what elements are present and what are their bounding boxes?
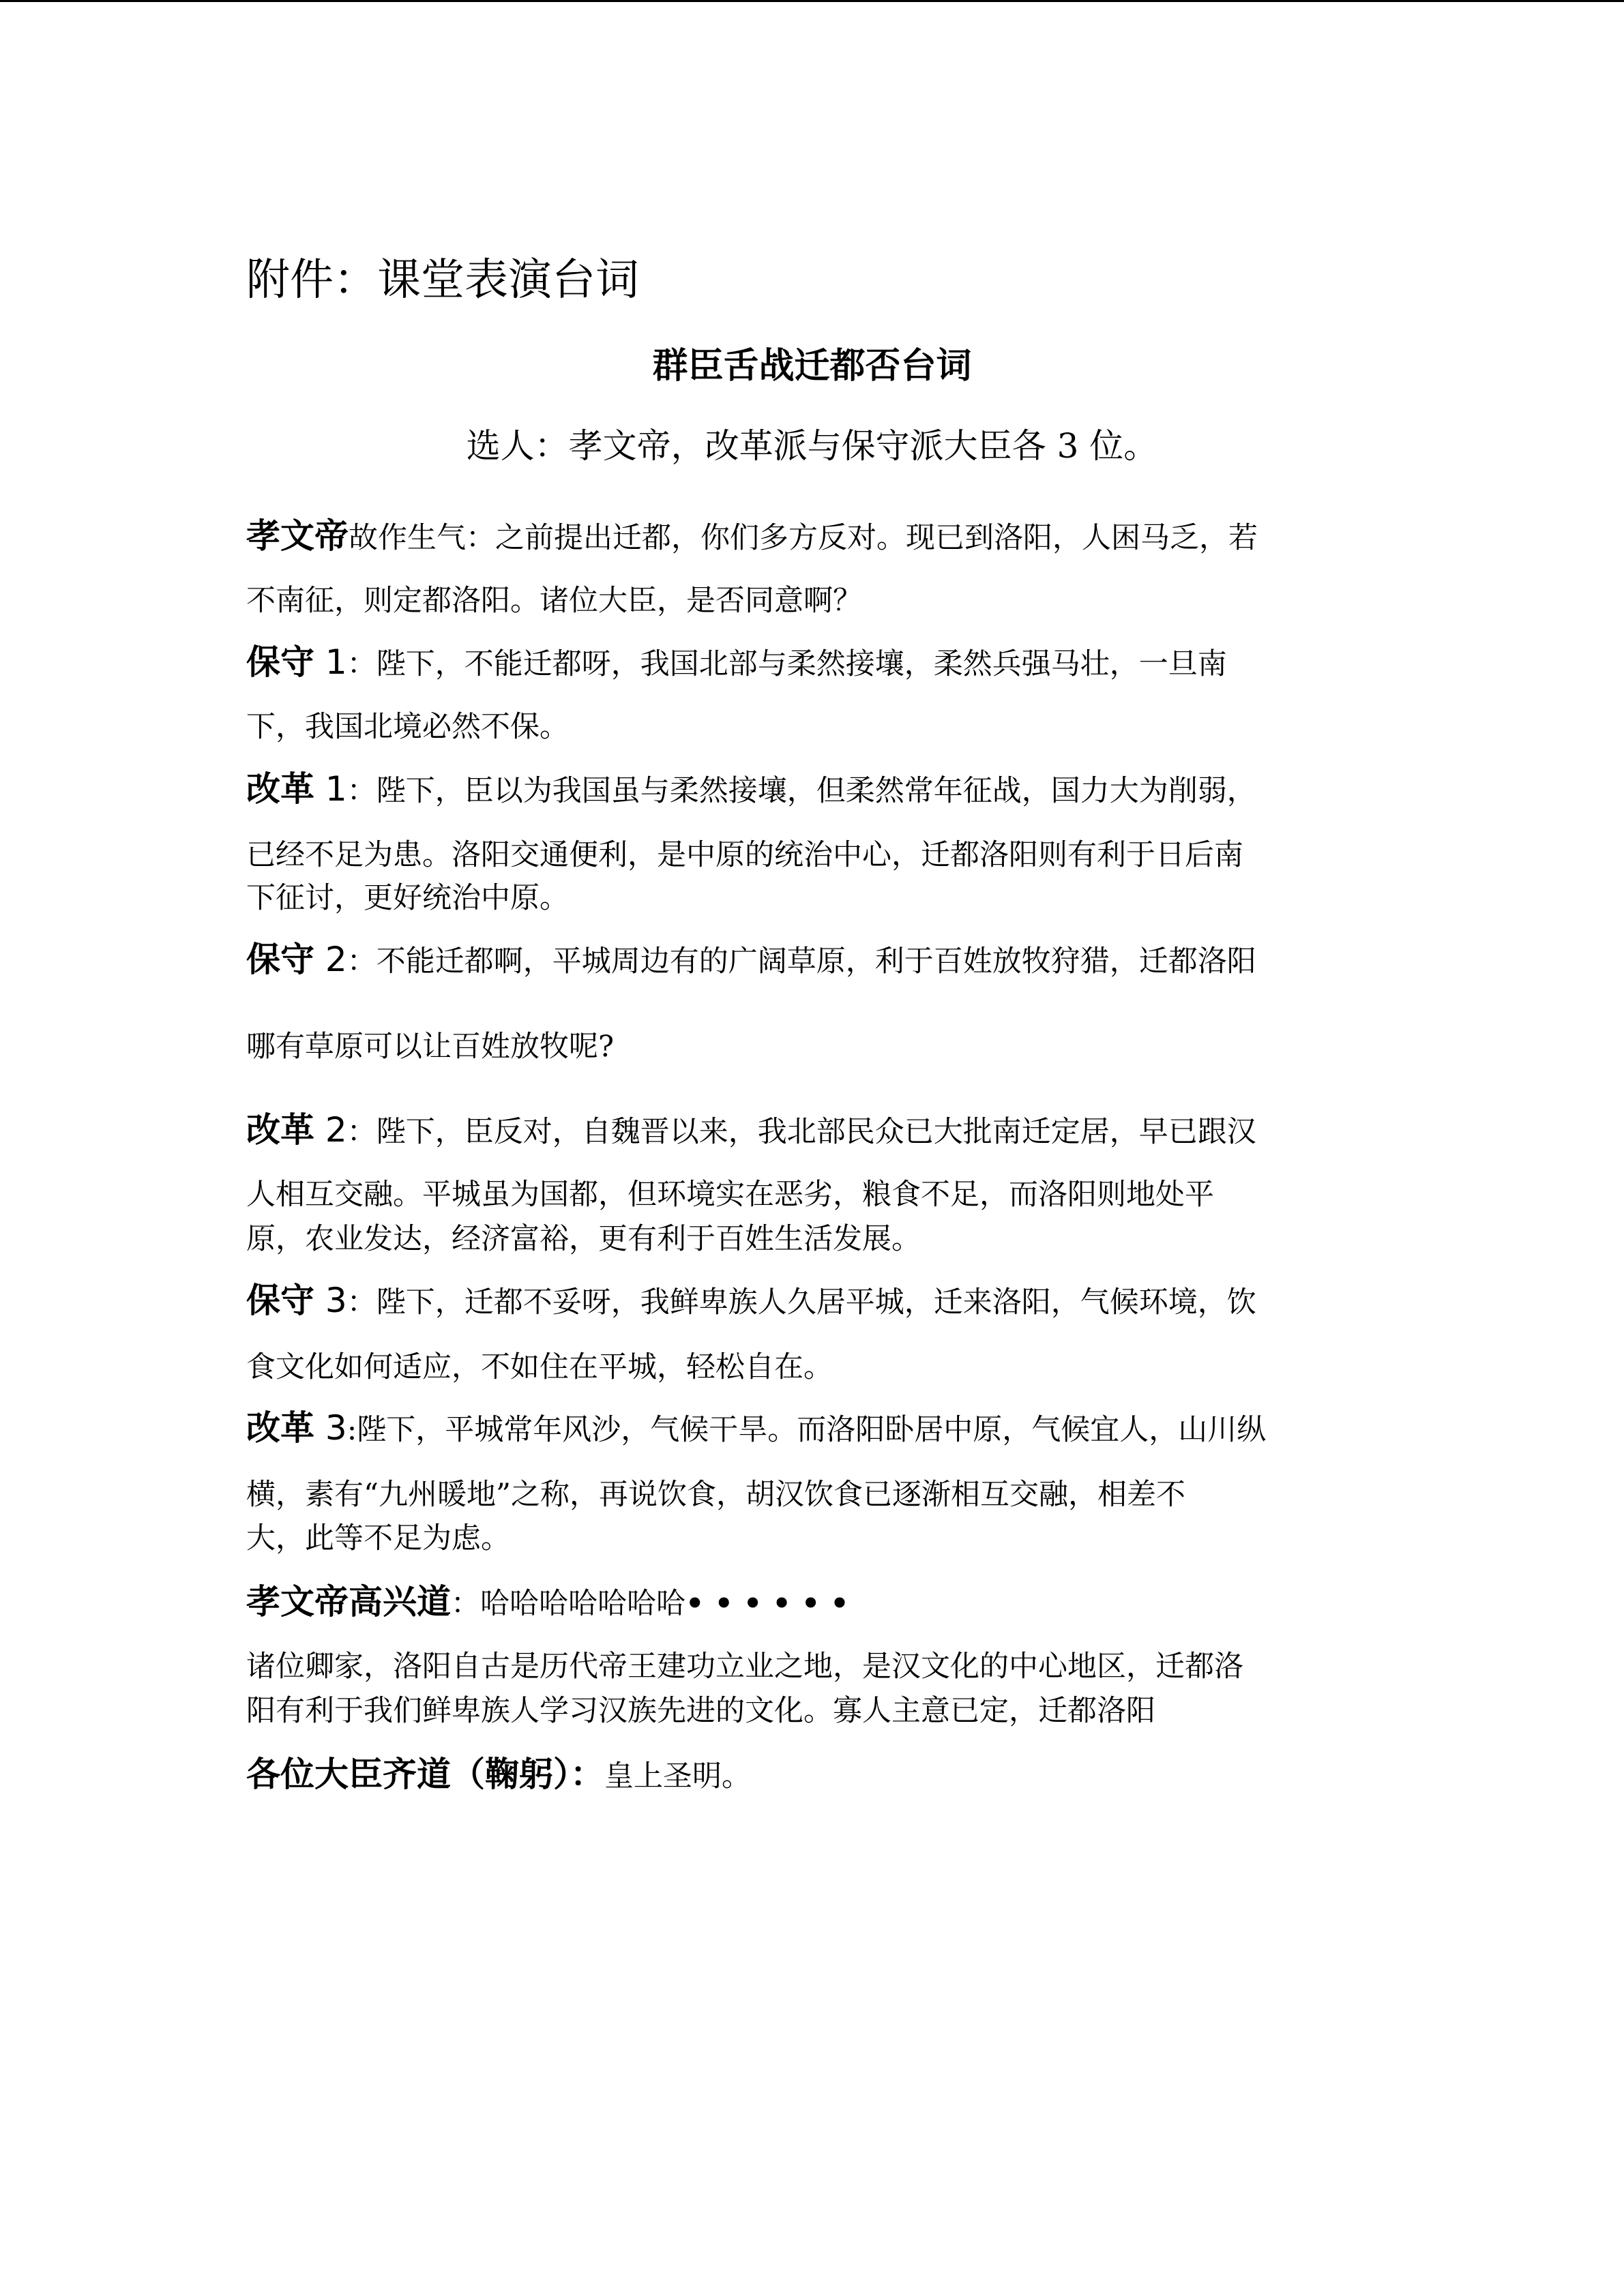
dialogue-text: ：陛下，不能迁都呀，我国北部与柔然接壤，柔然兵强马壮，一旦南	[346, 647, 1227, 681]
dialogue-text: 皇上圣明。	[604, 1759, 751, 1793]
speaker-label: 改革	[246, 1408, 314, 1448]
dialogue-line	[246, 1023, 1378, 1071]
speaker-number: 1	[314, 769, 347, 809]
dialogue-line	[246, 1471, 1378, 1519]
speaker-label: 改革	[246, 769, 314, 809]
speaker-label: 保守	[246, 642, 314, 682]
dialogue-line	[246, 1643, 1378, 1690]
attachment-heading: 附件：课堂表演台词	[246, 255, 639, 305]
dialogue-line	[246, 1277, 1378, 1326]
dialogue-text: :陛下，平城常年风沙，气候干旱。而洛阳卧居中原，气候宜人，山川纵	[346, 1413, 1267, 1447]
dialogue-text: ：陛下，臣反对，自魏晋以来，我北部民众已大批南迁定居，早已跟汉	[346, 1115, 1256, 1149]
dialogue-line	[246, 577, 1378, 625]
dialogue-text: 哪有草原可以让百姓放牧呢?	[246, 1030, 615, 1064]
dialogue-line	[246, 831, 1378, 879]
dialogue-line	[246, 512, 1378, 562]
dialogue-text: 阳有利于我们鲜卑族人学习汉族先进的文化。寡人主意已定，迁都洛阳	[246, 1694, 1155, 1728]
script-title: 群臣舌战迁都否台词	[652, 346, 972, 387]
dialogue-line	[246, 765, 1378, 815]
dialogue-line	[246, 1343, 1378, 1391]
speaker-label: 孝文帝高兴道	[246, 1582, 451, 1622]
dialogue-text: 下征讨，更好统治中原。	[246, 881, 569, 915]
dialogue-text: ：陛下，迁都不妥呀，我鲜卑族人久居平城，迁来洛阳，气候环境，饮	[346, 1285, 1256, 1320]
speaker-label: 孝文帝	[246, 516, 349, 556]
dialogue-line	[246, 936, 1378, 985]
speaker-label: 各位大臣齐道（鞠躬）：	[246, 1755, 604, 1794]
dialogue-line	[246, 1578, 1378, 1628]
dialogue-text: 已经不足为患。洛阳交通便利，是中原的统治中心，迁都洛阳则有利于日后南	[246, 838, 1243, 872]
dialogue-text: 不南征，则定都洛阳。诸位大臣，是否同意啊？	[246, 584, 862, 618]
dialogue-text: 诸位卿家，洛阳自古是历代帝王建功立业之地，是汉文化的中心地区，迁都洛	[246, 1650, 1243, 1684]
dialogue-line	[246, 1687, 1378, 1735]
dialogue-text: 横，素有“九州暖地”之称，再说饮食，胡汉饮食已逐渐相互交融，相差不	[246, 1478, 1185, 1512]
dialogue-line	[246, 874, 1378, 922]
dialogue-line	[246, 1106, 1378, 1156]
speaker-label: 保守	[246, 940, 314, 979]
dialogue-text: 食文化如何适应，不如住在平城，轻松自在。	[246, 1350, 833, 1384]
laugh-dots: • • • • • •	[685, 1587, 849, 1621]
cast-list: 选人：孝文帝，改革派与保守派大臣各 3 位。	[466, 426, 1158, 466]
speaker-number: 3	[314, 1408, 347, 1448]
dialogue-text: 大，此等不足为虑。	[246, 1521, 510, 1555]
speaker-label: 改革	[246, 1110, 314, 1150]
speaker-number: 1	[314, 642, 347, 682]
dialogue-line	[246, 1215, 1378, 1263]
speaker-label: 保守	[246, 1281, 314, 1320]
dialogue-text: 故作生气：之前提出迁都，你们多方反对。现已到洛阳，人困马乏，若	[349, 521, 1258, 555]
dialogue-line	[246, 1750, 1378, 1800]
speaker-number: 3	[314, 1281, 347, 1320]
dialogue-text: ：哈哈哈哈哈哈哈	[451, 1587, 685, 1621]
dialogue-text: 下，我国北境必然不保。	[246, 710, 569, 744]
speaker-number: 2	[314, 1110, 347, 1150]
speaker-number: 2	[314, 940, 347, 979]
dialogue-text: 人相互交融。平城虽为国都，但环境实在恶劣，粮食不足，而洛阳则地处平	[246, 1178, 1214, 1212]
dialogue-line	[246, 638, 1378, 688]
dialogue-line	[246, 1171, 1378, 1219]
dialogue-text: 原，农业发达，经济富裕，更有利于百姓生活发展。	[246, 1222, 921, 1256]
dialogue-line	[246, 703, 1378, 751]
dialogue-line	[246, 1515, 1378, 1562]
dialogue-text: ：不能迁都啊，平城周边有的广阔草原，利于百姓放牧狩猎，迁都洛阳	[346, 944, 1256, 979]
dialogue-line	[246, 1404, 1378, 1454]
dialogue-text: ：陛下，臣以为我国虽与柔然接壤，但柔然常年征战，国力大为削弱，	[346, 774, 1256, 808]
